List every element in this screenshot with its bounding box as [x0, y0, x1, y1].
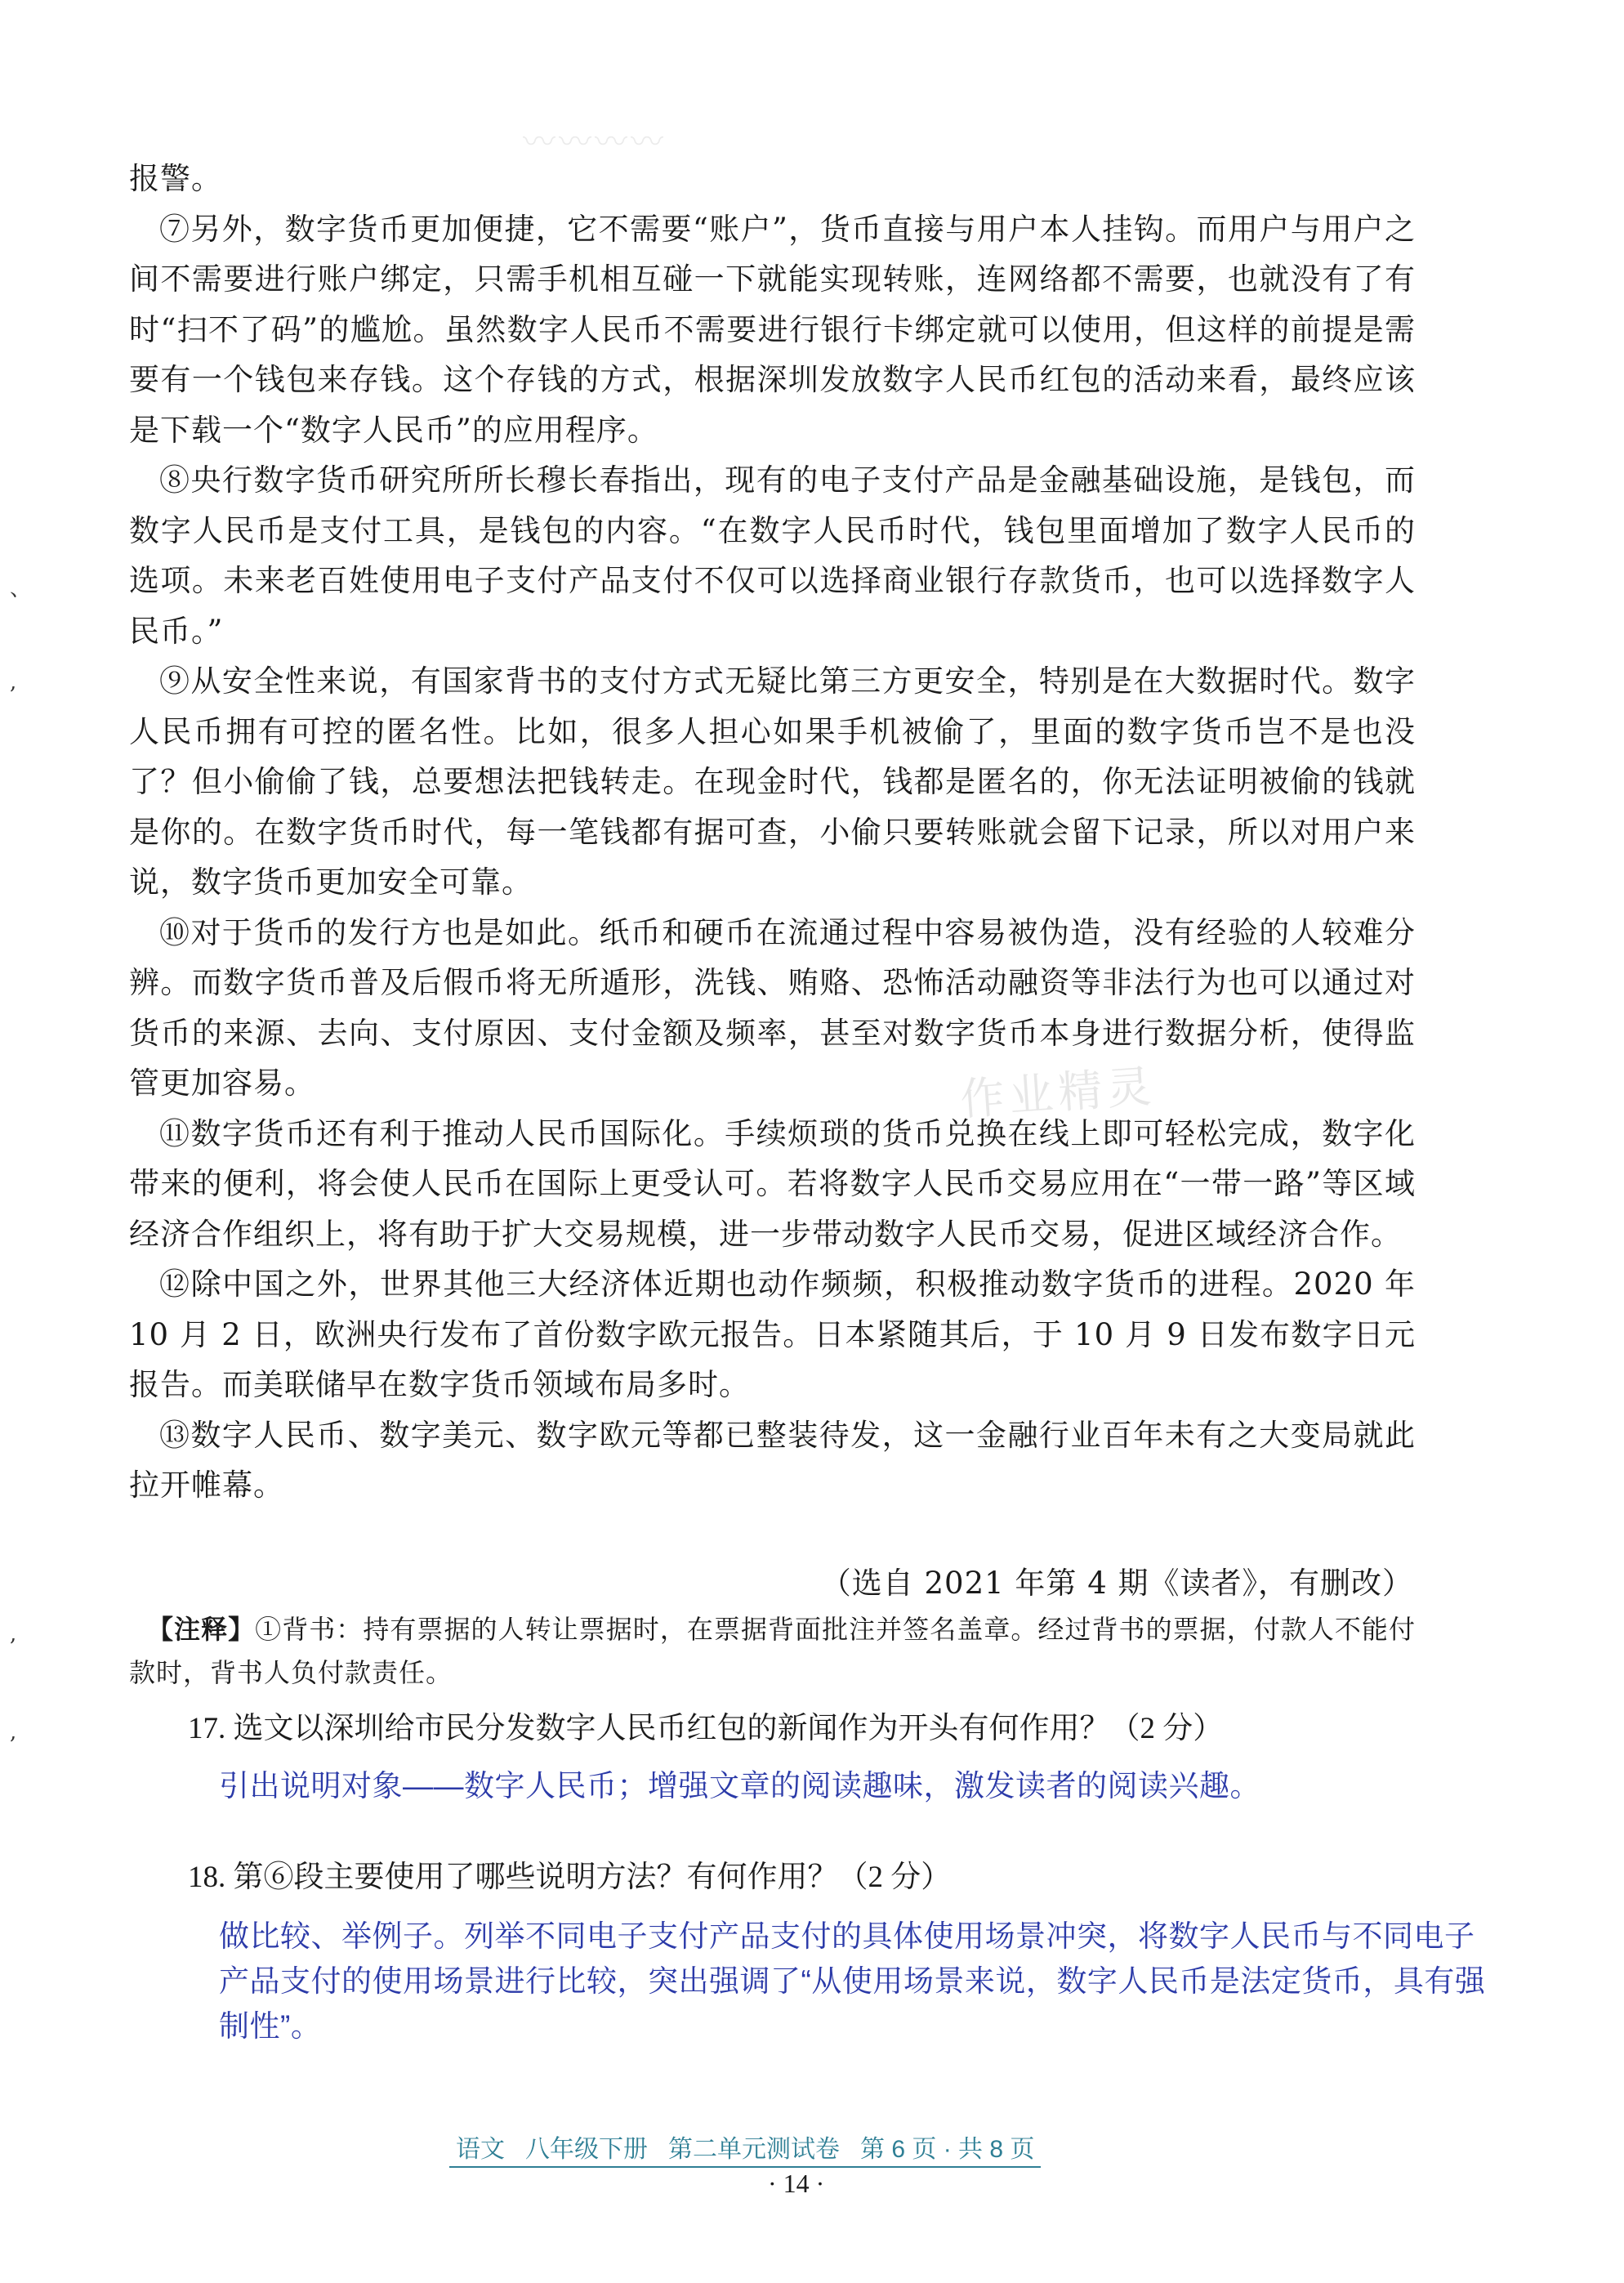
paragraph-6-ending: 报警。 — [129, 161, 222, 196]
margin-mark: 、 — [10, 577, 32, 601]
article-source: （选自 2021 年第 4 期《读者》，有删改） — [820, 1566, 1413, 1601]
page-number: · 14 · — [768, 2169, 825, 2198]
paragraph-9: ⑨从安全性来说，有国家背书的支付方式无疑比第三方更安全，特别是在大数据时代。数字人民币拥有可控的匿名性。比如，很多人担心如果手机被偷了，里面的数字货币岂不是也没了？但小偷偷了钱，总要想法把钱转走。在现金时代，钱都是匿名的，你无法证明被偷的钱就是你的。在数字货币时代，每一笔钱都有据可查，小偷只要转账就会留下记录，所以对用户来说，数字货币更加安全可靠。 — [129, 663, 1416, 900]
paragraph-13: ⑬数字人民币、数字美元、数字欧元等都已整装待发，这一金融行业百年未有之大变局就此拉开帷幕。 — [129, 1417, 1416, 1503]
watermark-logo: 作业精灵 — [958, 1060, 1158, 1126]
paragraph-12: ⑫除中国之外，世界其他三大经济体近期也动作频频，积极推动数字货币的进程。2020 年 10 月 2 日，欧洲央行发布了首份数字欧元报告。日本紧随其后，于 10 月 9 日发布数字日元报告。而美联储早在数字货币领域布局多时。 — [129, 1267, 1416, 1402]
margin-mark: , — [10, 1720, 17, 1745]
paragraph-8: ⑧央行数字货币研究所所长穆长春指出，现有的电子支付产品是金融基础设施，是钱包，而数字人民币是支付工具，是钱包的内容。“在数字人民币时代，钱包里面增加了数字人民币的选项。未来老百姓使用电子支付产品支付不仅可以选择商业银行存款货币，也可以选择数字人民币。” — [129, 462, 1416, 649]
note-label: 【注释】 — [147, 1614, 256, 1645]
footer-title: 语文 八年级下册 第二单元测试卷 第 6 页 · 共 8 页 — [449, 2129, 1041, 2168]
annotation-note — [129, 1608, 1416, 1695]
paragraph-7: ⑦另外，数字货币更加便捷，它不需要“账户”，货币直接与用户本人挂钩。而用户与用户之间不需要进行账户绑定，只需手机相互碰一下就能实现转账，连网络都不需要，也就没有了有时“扫不了码”的尴尬。虽然数字人民币不需要进行银行卡绑定就可以使用，但这样的前提是需要有一个钱包来存钱。这个存钱的方式，根据深圳发放数字人民币红包的活动来看，最终应该是下载一个“数字人民币”的应用程序。 — [129, 211, 1416, 448]
question-18: 18. 第⑥段主要使用了哪些说明方法？有何作用？（2 分） — [188, 1861, 952, 1894]
paragraph-11: ⑪数字货币还有利于推动人民币国际化。手续烦琐的货币兑换在线上即可轻松完成，数字化带来的便利，将会使人民币在国际上更受认可。若将数字人民币交易应用在“一带一路”等区域经济合作组织上，将有助于扩大交易规模，进一步带动数字人民币交易，促进区域经济合作。 — [129, 1115, 1416, 1252]
watermark-top: 〰〰〰〰 — [523, 123, 667, 161]
note-text: ①背书：持有票据的人转让票据时，在票据背面批注并签名盖章。经过背书的票据，付款人不能付款时，背书人负付款责任。 — [129, 1614, 1416, 1688]
paragraph-10: ⑩对于货币的发行方也是如此。纸币和硬币在流通过程中容易被伪造，没有经验的人较难分辨。而数字货币普及后假币将无所遁形，洗钱、贿赂、恐怖活动融资等非法行为也可以通过对货币的来源、去向、支付原因、支付金额及频率，甚至对数字货币本身进行数据分析，使得监管更加容易。 — [129, 914, 1416, 1101]
margin-mark: , — [10, 1622, 17, 1646]
answer-17: 引出说明对象——数字人民币；增强文章的阅读趣味，激发读者的阅读兴趣。 — [219, 1769, 1260, 1803]
article-body — [129, 154, 1416, 1511]
answer-18: 做比较、举例子。列举不同电子支付产品支付的具体使用场景冲突，将数字人民币与不同电子产品支付的使用场景进行比较，突出强调了“从使用场景来说，数字人民币是法定货币，具有强制性”。 — [219, 1919, 1486, 2043]
question-17: 17. 选文以深圳给市民分发数字人民币红包的新闻作为开头有何作用？（2 分） — [188, 1712, 1224, 1745]
margin-mark: , — [10, 670, 17, 695]
